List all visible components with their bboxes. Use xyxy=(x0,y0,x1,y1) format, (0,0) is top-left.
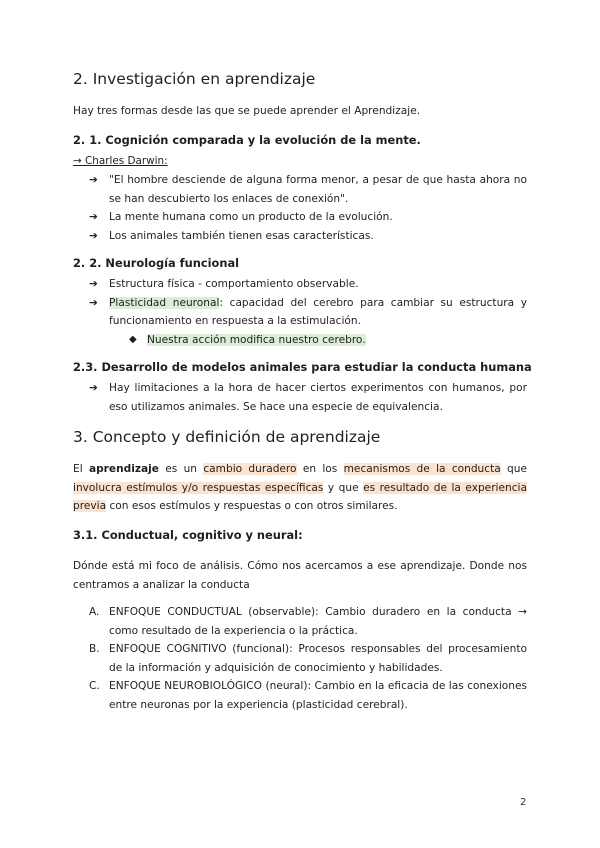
list-item: ➔ "El hombre desciende de alguna forma menor, a pesar de que hasta ahora no se han descubierto los enlaces de conexión". xyxy=(89,171,527,208)
list-item: ➔ Estructura física - comportamiento observable. xyxy=(89,275,527,294)
arrow-bullet-icon: ➔ xyxy=(89,382,98,394)
page-number: 2 xyxy=(520,797,527,808)
charles-darwin-link: → Charles Darwin: xyxy=(73,155,168,167)
arrow-bullet-icon: ➔ xyxy=(89,229,98,242)
list-item: ➔ La mente humana como un producto de la evolución. xyxy=(89,208,527,227)
list-item: C. ENFOQUE NEUROBIOLÓGICO (neural): Cambio en la eficacia de las conexiones entre neuronas por la experiencia (plasticidad cerebral). xyxy=(89,680,527,711)
list-item: ➔ Hay limitaciones a la hora de hacer ciertos experimentos con humanos, por eso utilizamos animales. Se hace una especie de equivalencia. xyxy=(89,379,527,416)
list-item: ➔ Los animales también tienen esas características. xyxy=(89,227,527,246)
list-item: ◆ Nuestra acción modifica nuestro cerebro. xyxy=(129,331,527,350)
list-item: A. ENFOQUE CONDUCTUAL (observable): Cambio duradero en la conducta → como resultado de la experiencia o la práctica. xyxy=(89,606,527,637)
list-item: B. ENFOQUE COGNITIVO (funcional): Procesos responsables del procesamiento de la información y adquisición de conocimiento y habilidades. xyxy=(89,643,527,674)
arrow-bullet-icon: ➔ xyxy=(89,296,98,309)
section-2-intro: Hay tres formas desde las que se puede aprender el Aprendizaje. xyxy=(73,105,421,117)
modelos-list xyxy=(89,379,527,416)
section-2-heading: 2. Investigación en aprendizaje xyxy=(73,70,316,88)
subsection-3-1-heading: 3.1. Conductual, cognitivo y neural: xyxy=(73,528,303,542)
subsection-2-2-heading: 2. 2. Neurología funcional xyxy=(73,256,240,270)
definition-paragraph: El aprendizaje es un cambio duradero en los mecanismos de la conducta que involucra estímulos y/o respuestas específicas y que es resultado de la experiencia previa con esos estímulos y respuestas o con otros similares. xyxy=(73,463,527,512)
darwin-list xyxy=(89,171,527,245)
enfoques-list xyxy=(89,603,527,714)
section-3-heading: 3. Concepto y definición de aprendizaje xyxy=(73,428,381,446)
diamond-bullet-icon: ◆ xyxy=(129,334,137,345)
arrow-bullet-icon: ➔ xyxy=(89,174,98,186)
subsection-2-3-heading: 2.3. Desarrollo de modelos animales para estudiar la conducta humana xyxy=(73,360,532,374)
arrow-bullet-icon: ➔ xyxy=(89,278,98,290)
arrow-bullet-icon: ➔ xyxy=(89,211,98,223)
subsection-2-1-heading: 2. 1. Cognición comparada y la evolución de la mente. xyxy=(73,133,421,147)
highlight-plasticidad: Plasticidad neuronal xyxy=(109,296,220,309)
neurologia-list xyxy=(89,275,527,331)
list-item: ➔ Plasticidad neuronal: capacidad del cerebro para cambiar su estructura y funcionamiento en respuesta a la estimulación. xyxy=(89,294,527,331)
subsection-3-1-intro: Dónde está mi foco de análisis. Cómo nos acercamos a ese aprendizaje. Donde nos centramos a analizar la conducta xyxy=(73,560,527,591)
neurologia-sublist xyxy=(129,331,527,350)
